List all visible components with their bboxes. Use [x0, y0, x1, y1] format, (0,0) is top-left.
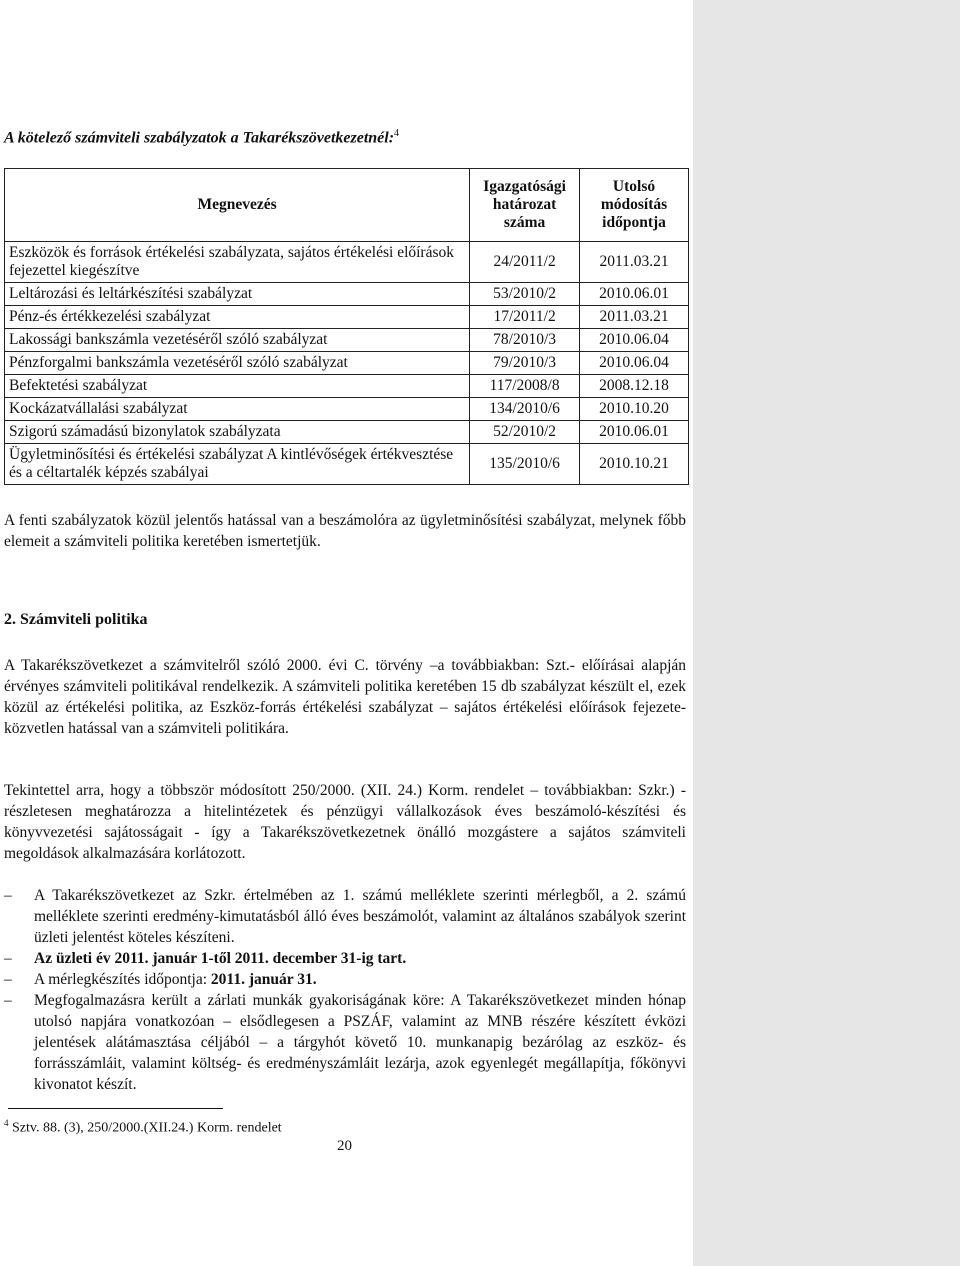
table-row: [5, 421, 689, 444]
header-name: Megnevezés: [5, 169, 470, 242]
list-item: [4, 990, 686, 1095]
table-row: [5, 352, 689, 375]
list-item: [4, 969, 686, 990]
list-item-text: A Takarékszövetkezet az Szkr. értelmében az 1. számú melléklete szerinti mérlegből, a 2. számú melléklete szerinti eredmény-kimutatásból álló éves beszámolót, valamint az általános szabályok szerint üzleti jelentést köteles készíteni.: [34, 887, 686, 946]
row-name: Pénzforgalmi bankszámla vezetéséről szóló szabályzat: [5, 352, 470, 375]
footnote-number: 4: [4, 1118, 9, 1128]
footnote: [4, 1114, 282, 1138]
row-number: 79/2010/3: [470, 352, 580, 375]
header-last-modified: Utolsó módosítás időpontja: [580, 169, 689, 242]
section-paragraph-1: A Takarékszövetkezet a számvitelről szóló 2000. évi C. törvény –a továbbiakban: Szt.- előírásai alapján érvényes számviteli politikával rendelkezik. A számviteli politika keretében 15 db szabályzat készült el, ezek közül az értékelési politika, az Eszköz-forrás értékelési szabályzat – sajátos értékelési előírások fejezete- közvetlen hatással van a számviteli politikára.: [4, 657, 686, 737]
list-item-text: Megfogalmazásra került a zárlati munkák gyakoriságának köre: A Takarékszövetkezet minden hónap utolsó napjára vonatkozóan – elsődlegesen a PSZÁF, valamint az MNB részére készített évközi jelentések alátámasztása céljából – a tárgyhót követő 10. munkanapig bezárólag az eszköz- és forrásszámláit, valamint költség- és eredményszámláit lezárja, azok egyenlegét megállapítja, főkönyvi kivonatot készít.: [34, 992, 686, 1093]
table-row: [5, 329, 689, 352]
row-date: 2010.06.04: [580, 329, 689, 352]
table-row: [5, 242, 689, 283]
row-date: 2011.03.21: [580, 306, 689, 329]
row-number: 52/2010/2: [470, 421, 580, 444]
row-name: Szigorú számadású bizonylatok szabályzata: [5, 421, 470, 444]
row-date: 2010.10.21: [580, 444, 689, 485]
row-number: 78/2010/3: [470, 329, 580, 352]
comment-margin-panel: [693, 0, 960, 1266]
row-number: 17/2011/2: [470, 306, 580, 329]
dash-bullet: –: [4, 992, 12, 1009]
row-number: 53/2010/2: [470, 283, 580, 306]
list-item-text: Az üzleti év 2011. január 1-től 2011. december 31-ig tart.: [34, 950, 407, 967]
footnote-divider: [8, 1108, 223, 1109]
paragraph-after-table: A fenti szabályzatok közül jelentős hatással van a beszámolóra az ügyletminősítési szabályzat, melynek főbb elemeit a számviteli politika keretében ismertetjük.: [4, 512, 686, 550]
footnote-text: Sztv. 88. (3), 250/2000.(XII.24.) Korm. rendelet: [12, 1120, 282, 1136]
row-date: 2011.03.21: [580, 242, 689, 283]
footnote-ref[interactable]: 4: [394, 128, 400, 139]
table-row: [5, 444, 689, 485]
row-date: 2010.10.20: [580, 398, 689, 421]
dash-bullet: –: [4, 950, 12, 967]
row-date: 2010.06.01: [580, 421, 689, 444]
table-row: [5, 306, 689, 329]
list-item-text: A mérlegkészítés időpontja:: [34, 971, 211, 988]
row-number: 134/2010/6: [470, 398, 580, 421]
table-row: [5, 283, 689, 306]
row-number: 24/2011/2: [470, 242, 580, 283]
section-paragraph-2: Tekintettel arra, hogy a többször módosított 250/2000. (XII. 24.) Korm. rendelet – továbbiakban: Szkr.) - részletesen meghatározza a hitelintézetek és pénzügyi vállalkozások éves beszámoló-készítési és könyvvezetési sajátosságait - így a Takarékszövetkezetnek önálló mozgástere a sajátos számviteli megoldások alkalmazására korlátozott.: [4, 782, 686, 862]
table-heading: [4, 128, 399, 147]
dash-bullet: –: [4, 887, 12, 904]
row-name: Lakossági bankszámla vezetéséről szóló szabályzat: [5, 329, 470, 352]
page-number: 20: [337, 1138, 352, 1154]
list-item: [4, 948, 686, 969]
table-row: [5, 398, 689, 421]
table-row: [5, 375, 689, 398]
bullet-list: [4, 885, 686, 1095]
balance-date-value: 2011. január 31.: [210, 971, 317, 988]
list-item: [4, 885, 686, 948]
row-date: 2010.06.04: [580, 352, 689, 375]
row-name: Leltározási és leltárkészítési szabályzat: [5, 283, 470, 306]
table-heading-text: A kötelező számviteli szabályzatok a Takarékszövetkezetnél:: [4, 129, 395, 147]
dash-bullet: –: [4, 971, 12, 988]
row-number: 117/2008/8: [470, 375, 580, 398]
row-name: Kockázatvállalási szabályzat: [5, 398, 470, 421]
section-title: 2. Számviteli politika: [4, 611, 148, 628]
row-name: Ügyletminősítési és értékelési szabályzat A kintlévőségek értékvesztése és a céltartalék képzés szabályai: [5, 444, 470, 485]
row-date: 2010.06.01: [580, 283, 689, 306]
row-number: 135/2010/6: [470, 444, 580, 485]
row-name: Eszközök és források értékelési szabályzata, sajátos értékelési előírások fejezettel kiegészítve: [5, 242, 470, 283]
table-header-row: [5, 169, 689, 242]
regulations-table: [4, 168, 689, 485]
header-decision-number: Igazgatósági határozat száma: [470, 169, 580, 242]
row-name: Pénz-és értékkezelési szabályzat: [5, 306, 470, 329]
row-date: 2008.12.18: [580, 375, 689, 398]
row-name: Befektetési szabályzat: [5, 375, 470, 398]
